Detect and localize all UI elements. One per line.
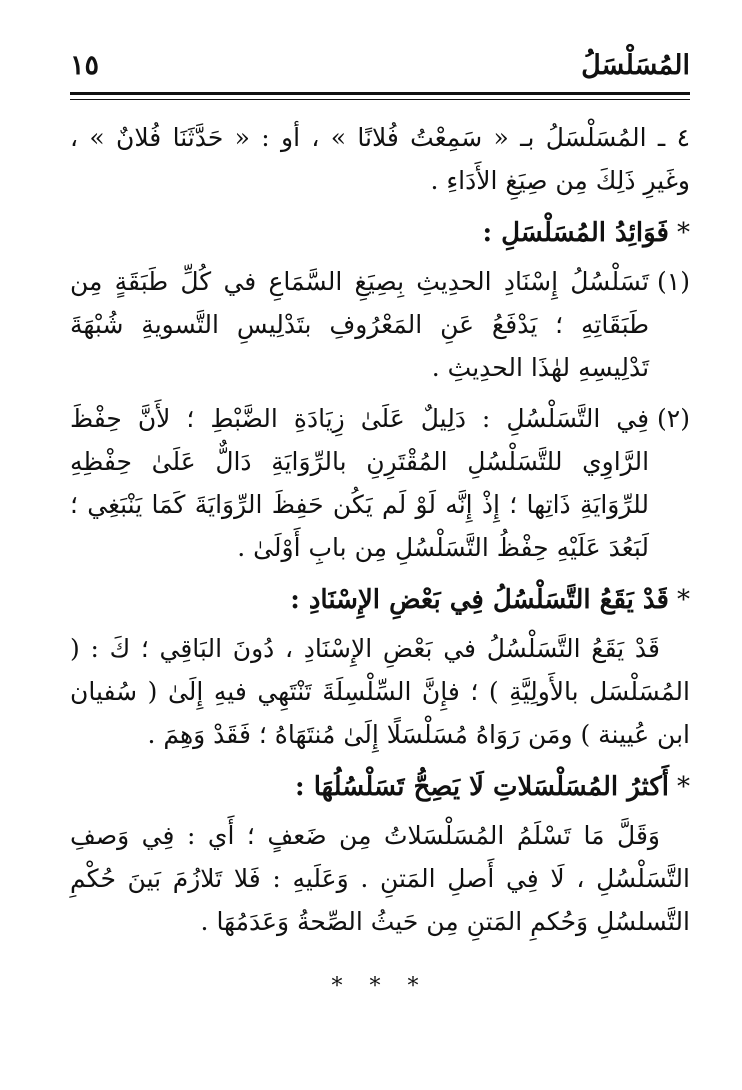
item-number: (٢) <box>657 404 690 433</box>
section-heading-benefits <box>70 210 690 256</box>
section-heading-partial-chain <box>70 577 690 623</box>
item-4-paragraph: ٤ ـ المُسَلْسَلُ بـ « سَمِعْتُ فُلانًا » ، أو : « حَدَّثَنَا فُلانٌ » ، وغَيرِ ذَلِكَ مِن صِيَغِ الأَدَاءِ . <box>70 123 690 195</box>
asterisk-icon: * <box>677 585 690 615</box>
item-text: تَسَلْسُلُ إِسْنَادِ الحدِيثِ بِصِيَغِ السَّمَاعِ في كُلِّ طَبَقَةٍ مِن طَبَقَاتِهِ ؛ يَدْفَعُ عَنِ المَعْرُوفِ بتَدْلِيسِ التَّسويةِ شُبْهَةَ تَدْلِيسِهِ لهٰذَا الحدِيثِ . <box>70 267 650 382</box>
header-rule-thin <box>70 99 690 100</box>
item-number: (١) <box>657 267 690 296</box>
section-heading-text: فَوَائِدُ المُسَلْسَلِ : <box>482 218 669 248</box>
running-title: المُسَلْسَلُ <box>581 50 690 81</box>
benefit-item-2 <box>70 397 690 569</box>
partial-chain-paragraph: قَدْ يَقَعُ التَّسَلْسُلُ في بَعْضِ الإِسْنَادِ ، دُونَ البَاقِي ؛ كَ : ( المُسَلْسَل بالأَولِيَّةِ ) ؛ فإِنَّ السِّلْسِلَةَ تَنْتَهِي فيهِ إِلَىٰ ( سُفيان ابن عُيينة ) ومَن رَوَاهُ مُسَلْسَلًا إِلَىٰ مُنتَهَاهُ ؛ فَقَدْ وَهِمَ . <box>70 634 690 749</box>
page-header <box>70 48 690 92</box>
page-content <box>70 116 690 1007</box>
page-number: ١٥ <box>70 50 100 81</box>
document-page <box>70 0 690 1090</box>
section-heading-most-unsound <box>70 764 690 810</box>
item-text: فِي التَّسَلْسُلِ : دَلِيلٌ عَلَىٰ زِيَادَةِ الضَّبْطِ ؛ لأَنَّ حِفْظَ الرَّاوِي للتَّسَلْسُلِ المُقْتَرِنِ بالرِّوَايَةِ دَالٌّ عَلَىٰ حِفْظِهِ للرِّوَايَةِ ذَاتِها ؛ إِذْ إِنَّه لَوْ لَم يَكُن حَفِظَ الرِّوَايَةَ كَمَا يَنْبَغِي ؛ لَبَعُدَ عَلَيْهِ حِفْظُ التَّسَلْسُلِ مِن بابِ أَوْلَىٰ . <box>70 404 650 562</box>
asterisk-icon: * <box>677 218 690 248</box>
benefit-item-1 <box>70 260 690 389</box>
end-mark-asterisks: * * * <box>331 974 429 999</box>
most-unsound-paragraph: وَقَلَّ مَا تَسْلَمُ المُسَلْسَلاتُ مِن ضَعفٍ ؛ أَي : فِي وَصفِ التَّسَلْسُلِ ، لَا فِي أَصلِ المَتنِ . وَعَلَيهِ : فَلا تَلازُمَ بَينَ حُكْمِ التَّسلسُلِ وَحُكمِ المَتنِ مِن حَيثُ الصِّحةُ وَعَدَمُهَا . <box>70 821 690 936</box>
header-rule-thick <box>70 92 690 95</box>
section-heading-text: قَدْ يَقَعُ التَّسَلْسُلُ فِي بَعْضِ الإِسْنَادِ : <box>290 585 669 615</box>
asterisk-icon: * <box>677 772 690 802</box>
section-heading-text: أَكثرُ المُسَلْسَلاتِ لَا يَصِحُّ تَسَلْسُلُهَا : <box>295 772 669 802</box>
